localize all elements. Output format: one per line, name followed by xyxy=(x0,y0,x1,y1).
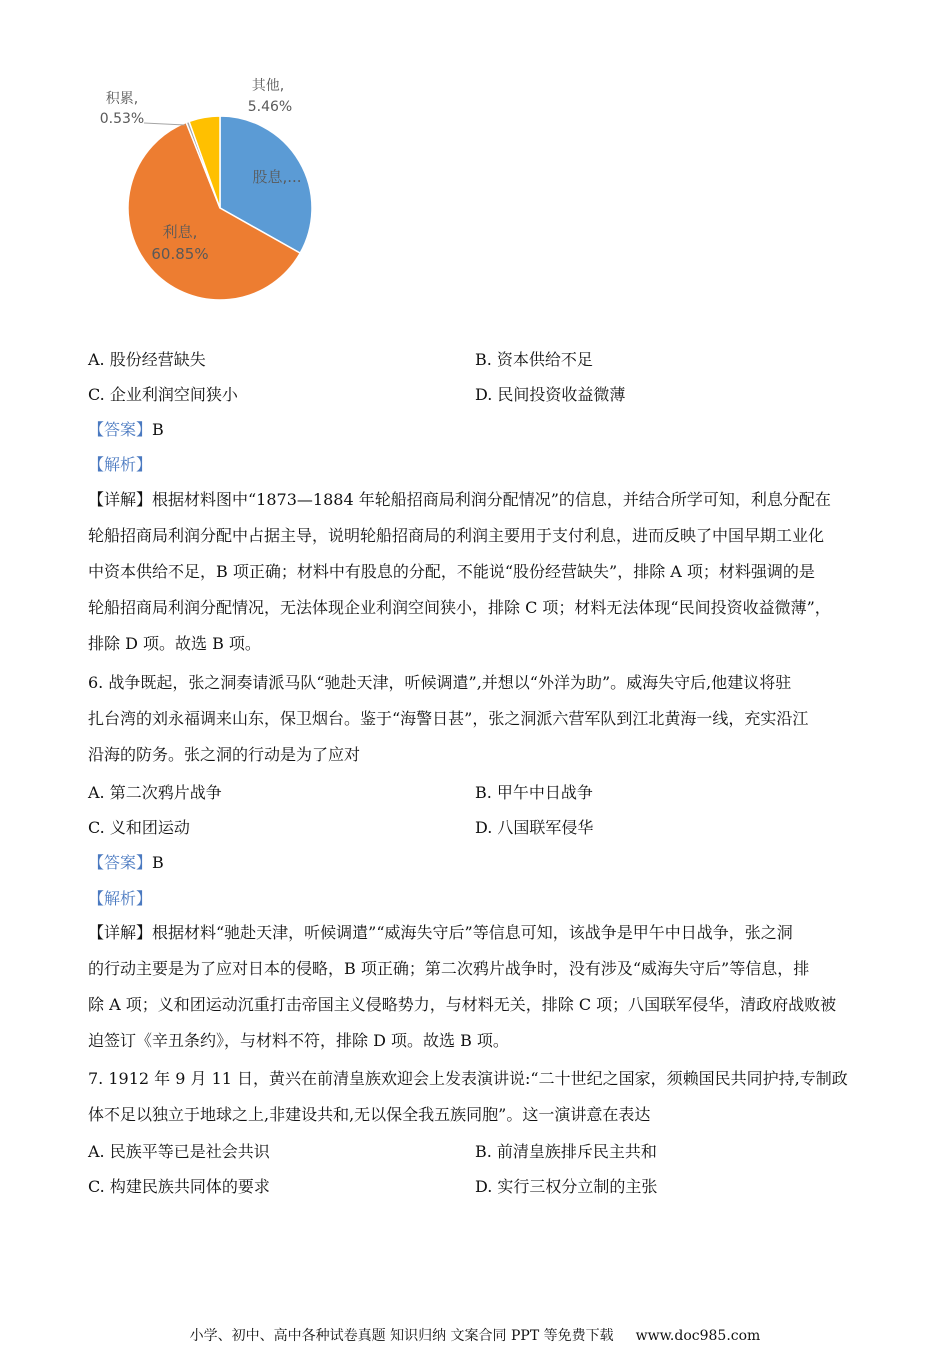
q5-detail xyxy=(88,482,863,662)
q5-answer xyxy=(88,420,164,440)
q7-stem xyxy=(88,1061,863,1133)
label-accum-name: 积累, xyxy=(105,91,139,107)
q7-stem-line: 7. 1912 年 9 月 11 日，黄兴在前清皇族欢迎会上发表演讲说:“二十世纪之国家，须赖国民共同护持,专制政 xyxy=(88,1069,848,1088)
q7-option-b: B. 前清皇族排斥民主共和 xyxy=(475,1142,657,1161)
footer-text: 小学、初中、高中各种试卷真题 知识归纳 文案合同 PPT 等免费下载 xyxy=(189,1328,614,1344)
q5-detail-line: 中资本供给不足，B 项正确；材料中有股息的分配，不能说“股份经营缺失”，排除 A 项；材料强调的是 xyxy=(88,562,815,581)
answer-tag: 【答案】 xyxy=(88,420,153,439)
q6-detail-line: 【详解】根据材料“驰赴天津，听候调遣”“威海失守后”等信息可知，该战争是甲午中日战争，张之洞 xyxy=(88,923,793,942)
q5-detail-line: 【详解】根据材料图中“1873—1884 年轮船招商局利润分配情况”的信息，并结合所学可知，利息分配在 xyxy=(88,490,831,509)
q5-option-c: C. 企业利润空间狭小 xyxy=(88,385,238,404)
q6-option-d: D. 八国联军侵华 xyxy=(475,818,594,837)
label-interest-pct: 60.85% xyxy=(151,245,209,263)
q7-stem-line: 体不足以独立于地球之上,非建设共和,无以保全我五族同胞”。这一演讲意在表达 xyxy=(88,1105,651,1124)
q5-detail-line: 排除 D 项。故选 B 项。 xyxy=(88,634,261,653)
q6-stem xyxy=(88,665,863,773)
q6-detail-line: 的行动主要是为了应对日本的侵略，B 项正确；第二次鸦片战争时，没有涉及“威海失守后”等信息，排 xyxy=(88,959,810,978)
page-footer xyxy=(0,1325,950,1345)
label-other-name: 其他, xyxy=(251,78,285,94)
q5-option-a: A. 股份经营缺失 xyxy=(88,350,206,369)
answer-tag: 【答案】 xyxy=(88,853,153,872)
profit-distribution-pie-chart xyxy=(90,70,330,310)
q6-stem-line: 6. 战争既起，张之洞奏请派马队“驰赴天津，听候调遣”,并想以“外洋为助”。威海失守后,他建议将驻 xyxy=(88,673,792,692)
q5-analysis-tag: 【解析】 xyxy=(88,455,153,474)
answer-value: B xyxy=(152,853,164,872)
q7-option-c: C. 构建民族共同体的要求 xyxy=(88,1177,270,1196)
q5-detail-line: 轮船招商局利润分配中占据主导，说明轮船招商局的利润主要用于支付利息，进而反映了中国早期工业化 xyxy=(88,526,825,545)
q5-detail-line: 轮船招商局利润分配情况，无法体现企业利润空间狭小，排除 C 项；材料无法体现“民间投资收益微薄”， xyxy=(88,598,831,617)
footer-url[interactable]: www.doc985.com xyxy=(635,1328,761,1344)
q6-stem-line: 沿海的防务。张之洞的行动是为了应对 xyxy=(88,745,361,764)
q6-analysis-tag: 【解析】 xyxy=(88,889,153,908)
label-dividend: 股息,... xyxy=(252,168,302,186)
label-interest-name: 利息, xyxy=(162,223,198,241)
q7-option-a: A. 民族平等已是社会共识 xyxy=(88,1142,270,1161)
q6-option-c: C. 义和团运动 xyxy=(88,818,190,837)
label-accum-pct: 0.53% xyxy=(99,111,145,127)
q6-detail-line: 除 A 项；义和团运动沉重打击帝国主义侵略势力，与材料无关，排除 C 项；八国联军侵华，清政府战败被 xyxy=(88,995,837,1014)
label-other-pct: 5.46% xyxy=(247,99,293,115)
answer-value: B xyxy=(152,420,164,439)
accum-leader-line xyxy=(144,123,185,125)
q5-option-d: D. 民间投资收益微薄 xyxy=(475,385,626,404)
q6-detail-line: 迫签订《辛丑条约》，与材料不符，排除 D 项。故选 B 项。 xyxy=(88,1031,509,1050)
q6-detail xyxy=(88,915,863,1059)
q6-stem-line: 扎台湾的刘永福调来山东，保卫烟台。鉴于“海警日甚”，张之洞派六营军队到江北黄海一线，充实沿江 xyxy=(88,709,809,728)
q6-option-b: B. 甲午中日战争 xyxy=(475,783,593,802)
q5-option-b: B. 资本供给不足 xyxy=(475,350,593,369)
q6-answer xyxy=(88,853,164,873)
q6-option-a: A. 第二次鸦片战争 xyxy=(88,783,222,802)
q7-option-d: D. 实行三权分立制的主张 xyxy=(475,1177,658,1196)
